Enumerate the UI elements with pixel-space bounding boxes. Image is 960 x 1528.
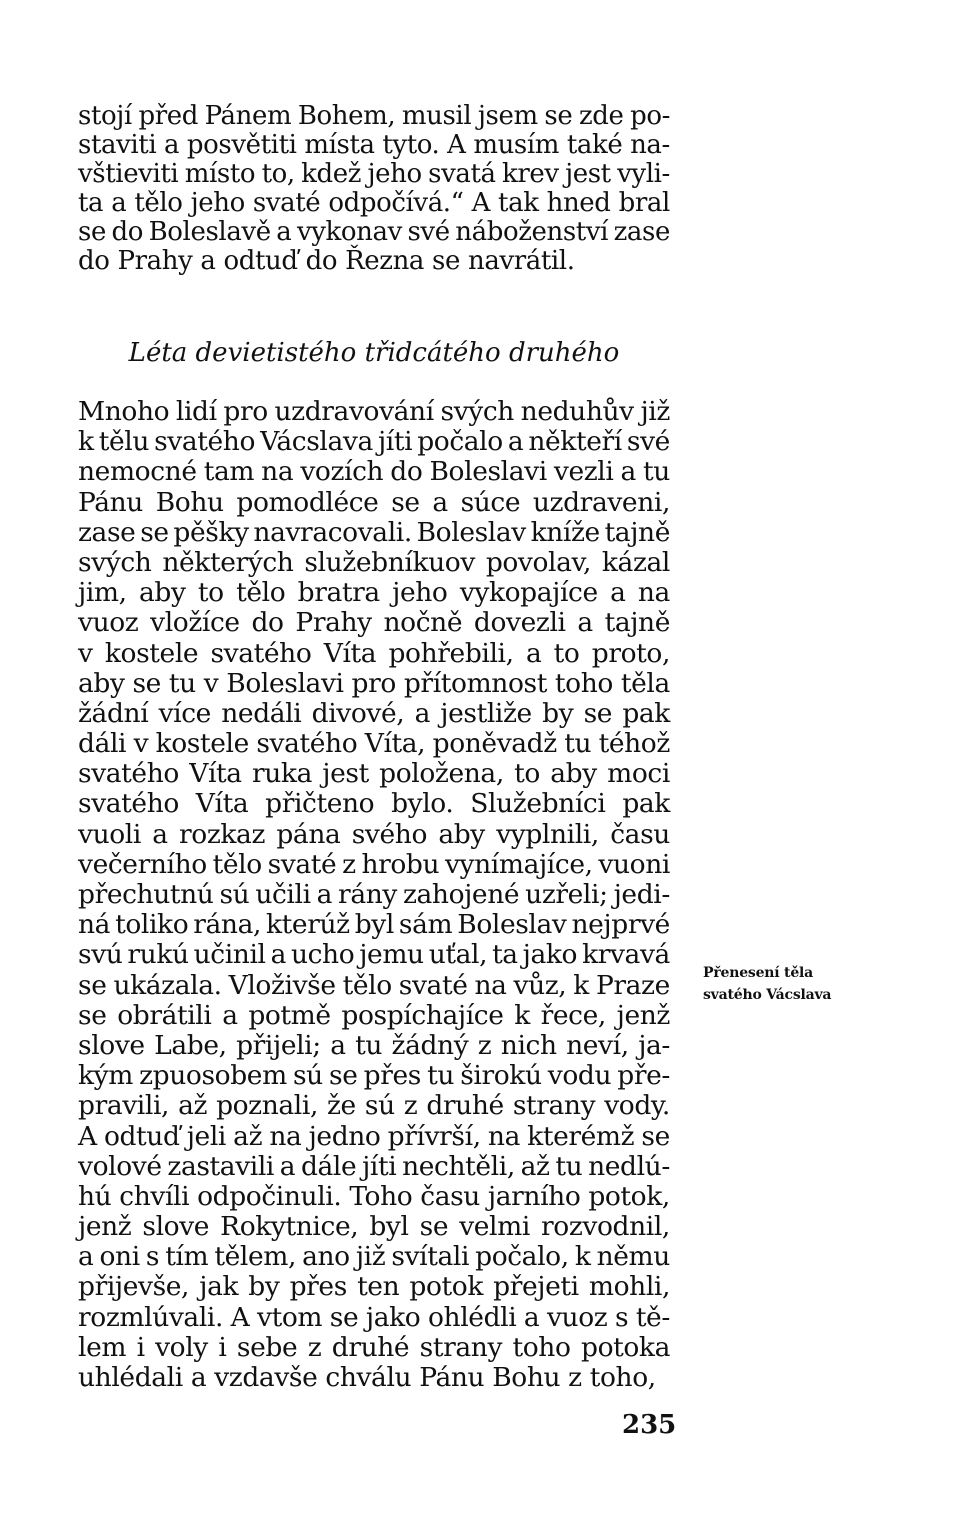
text-line: vuoli a rozkaz pána svého aby vyplnili, času [78, 818, 670, 850]
text-line: dáli v kostele svatého Víta, poněvadž tu téhož [78, 728, 670, 760]
text-line: přechutnú sú učili a rány zahojené uzřeli; jedi- [78, 879, 670, 910]
text-line: stojí před Pánem Bohem, musil jsem se zde po- [78, 101, 670, 131]
text-line: svú rukú učinil a ucho jemu uťal, ta jako krvavá [78, 939, 670, 971]
margin-note [703, 962, 831, 1006]
text-line: jim, aby to tělo bratra jeho vykopajíce a na [78, 577, 670, 609]
text-line: staviti a posvětiti místa tyto. A musím také na- [78, 130, 670, 160]
text-line: Pánu Bohu pomodléce se a súce uzdraveni, [78, 486, 670, 518]
text-line: večerního tělo svaté z hrobu vynímajíce, vuoni [78, 848, 670, 880]
text-line: kým zpuosobem sú se přes tu širokú vodu pře- [78, 1060, 670, 1092]
text-line: rozmlúvali. A vtom se jako ohlédli a vuoz s tě- [78, 1301, 670, 1333]
text-line: k tělu svatého Vácslava jíti počalo a někteří své [78, 426, 670, 458]
text-line: a oni s tím tělem, ano již svítali počalo, k němu [78, 1241, 670, 1273]
text-line: A odtuď jeli až na jedno přívrší, na kterémž se [78, 1120, 670, 1152]
text-line: do Prahy a odtuď do Řezna se navrátil. [78, 246, 575, 276]
text-block-top [78, 102, 670, 276]
text-line: se obrátili a potmě pospíchajíce k řece, jenž [78, 999, 670, 1031]
text-line: zase se pěšky navracovali. Boleslav kníže tajně [78, 516, 670, 548]
text-line: uhlédali a vzdavše chválu Pánu Bohu z toho, [78, 1362, 656, 1393]
text-line: vštieviti místo to, kdež jeho svatá krev jest vyli- [78, 159, 670, 189]
text-line: v kostele svatého Víta pohřebili, a to proto, [78, 637, 670, 669]
text-line: svatého Víta ruka jest položena, to aby moci [78, 758, 670, 790]
section-heading: Léta devietistého třidcátého druhého [128, 338, 620, 368]
margin-note-line: Přenesení těla [703, 965, 814, 981]
text-line: vuoz vložíce do Prahy nočně dovezli a tajně [78, 607, 670, 639]
text-line: ná toliko rána, kterúž byl sám Boleslav nejprvé [78, 909, 670, 941]
text-line: aby se tu v Boleslavi pro přítomnost toho těla [78, 667, 670, 699]
page-number: 235 [622, 1410, 677, 1440]
text-line: jenž slove Rokytnice, byl se velmi rozvodnil, [78, 1211, 670, 1243]
text-line: přijevše, jak by přes ten potok přejeti mohli, [78, 1271, 670, 1303]
text-line: ta a tělo jeho svaté odpočívá.“ A tak hned bral [78, 188, 670, 218]
text-line: pravili, až poznali, že sú z druhé strany vody. [78, 1090, 670, 1122]
margin-note-line: svatého Vácslava [703, 987, 832, 1003]
text-line: nemocné tam na vozích do Boleslavi vezli a tu [78, 456, 670, 488]
text-line: se ukázala. Vloživše tělo svaté na vůz, k Praze [78, 969, 670, 1001]
text-line: Mnoho lidí pro uzdravování svých neduhův již [78, 396, 670, 427]
text-line: hú chvíli odpočinuli. Toho času jarního potok, [78, 1180, 670, 1212]
text-line: slove Labe, přijeli; a tu žádný z nich neví, ja- [78, 1029, 670, 1061]
text-line: volové zastavili a dále jíti nechtěli, až tu nedlú- [78, 1150, 670, 1182]
text-line: se do Boleslavě a vykonav své náboženství zase [78, 217, 670, 247]
text-line: žádní více nedáli divové, a jestliže by se pak [78, 697, 670, 729]
text-block-main [78, 397, 670, 1393]
text-line: lem i voly i sebe z druhé strany toho potoka [78, 1331, 670, 1363]
text-line: svých některých služebníkuov povolav, kázal [78, 546, 670, 578]
text-line: svatého Víta přičteno bylo. Služebníci pak [78, 788, 670, 820]
